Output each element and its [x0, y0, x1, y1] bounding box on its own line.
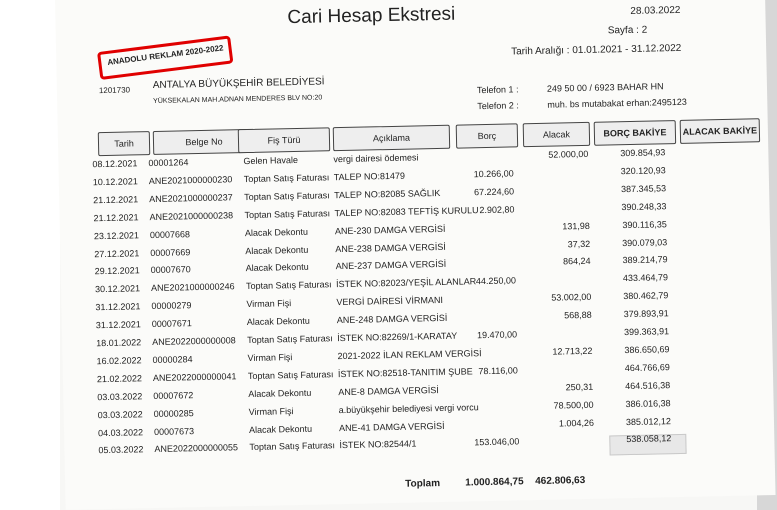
col-header-fis: Fiş Türü [238, 127, 330, 153]
cell-belge: 00007673 [153, 425, 195, 437]
cell-fis: Toptan Satış Faturası [244, 207, 331, 220]
cell-aciklama: TALEP NO:82085 SAĞLIK [334, 187, 441, 200]
cell-tarih: 18.01.2022 [96, 337, 142, 349]
cell-tarih: 10.12.2021 [92, 176, 138, 188]
tel1-value: 249 50 00 / 6923 BAHAR HN [546, 81, 664, 94]
cell-aciklama: ANE-238 DAMGA VERGİSİ [335, 241, 446, 254]
cell-aciklama: ANE-248 DAMGA VERGİSİ [336, 312, 448, 326]
cell-aciklama: ANE-230 DAMGA VERGİSİ [334, 223, 446, 236]
cell-bakiye: 390.248,33 [621, 200, 667, 212]
cell-aciklama: ANE-41 DAMGA VERGİSİ [338, 420, 445, 433]
cell-aciklama: 2021-2022 İLAN REKLAM VERGİSİ [337, 348, 482, 362]
cell-fis: Toptan Satış Faturası [245, 279, 332, 292]
cell-fis: Virman Fişi [246, 298, 292, 310]
cell-aciklama: İSTEK NO:82518-TANITIM ŞUBE [337, 366, 473, 379]
tel1-label: Telefon 1 : [476, 84, 519, 96]
cell-alacak: 12.713,22 [552, 345, 593, 357]
cell-bakiye: 464.516,38 [625, 379, 671, 391]
page-title: Cari Hesap Ekstresi [287, 3, 456, 29]
cell-tarih: 21.12.2021 [93, 211, 139, 223]
cell-borc: 10.266,00 [473, 168, 514, 180]
statement-date: 28.03.2022 [630, 4, 681, 17]
cell-tarih: 05.03.2022 [98, 444, 144, 456]
cell-bakiye: 309.854,93 [620, 147, 666, 159]
left-margin [0, 0, 60, 510]
cell-alacak: 864,24 [562, 256, 591, 267]
total-label: Toplam [405, 478, 441, 490]
cell-tarih: 31.12.2021 [95, 301, 141, 313]
col-header-borc: Borç [456, 123, 518, 148]
cell-aciklama: a.büyükşehir belediyesi vergi vorcu [338, 401, 479, 415]
cell-tarih: 27.12.2021 [94, 247, 140, 259]
cell-belge: 00007670 [150, 264, 191, 276]
cell-belge: 00000279 [151, 300, 192, 312]
cell-borc: 67.224,60 [473, 186, 515, 198]
cell-alacak: 78.500,00 [553, 399, 594, 411]
cell-fis: Toptan Satış Faturası [243, 172, 330, 184]
cell-tarih: 03.03.2022 [97, 408, 143, 420]
customer-address: YÜKSEKALAN MAH.ADNAN MENDERES BLV NO:20 [153, 94, 323, 105]
cell-borc: 2.902,80 [479, 204, 515, 215]
page-number: Sayfa : 2 [607, 24, 648, 37]
cell-fis: Alacak Dekontu [246, 315, 310, 328]
cell-borc: 78.116,00 [478, 365, 518, 377]
cell-belge: 00007672 [153, 389, 194, 401]
cell-aciklama: İSTEK NO:82544/1 [339, 438, 417, 451]
total-borc: 1.000.864,75 [465, 476, 524, 489]
cell-fis: Virman Fişi [247, 351, 293, 363]
cell-fis: Toptan Satış Faturası [247, 369, 334, 381]
cell-fis: Alacak Dekontu [248, 423, 313, 435]
cell-bakiye: 433.464,79 [622, 272, 669, 284]
cell-belge: 00000284 [152, 354, 193, 365]
cell-belge: ANE2021000000237 [149, 192, 233, 204]
red-stamp-box [97, 35, 233, 80]
customer-code: 1201730 [98, 85, 131, 96]
cell-fis: Alacak Dekontu [245, 244, 309, 256]
cell-bakiye: 390.116,35 [622, 218, 667, 230]
cell-aciklama: İSTEK NO:82023/YEŞİL ALANLAR [335, 276, 477, 290]
cell-tarih: 16.02.2022 [96, 355, 142, 367]
cell-tarih: 08.12.2021 [92, 158, 138, 170]
cell-bakiye: 385.012,12 [625, 415, 672, 427]
cell-bakiye: 386.016,38 [625, 397, 671, 409]
cell-bakiye: 379.893,91 [623, 308, 669, 320]
cell-fis: Toptan Satış Faturası [247, 333, 333, 346]
cell-bakiye: 387.345,53 [620, 183, 667, 194]
cell-belge: ANE2021000000238 [149, 210, 234, 222]
cell-fis: Alacak Dekontu [248, 387, 312, 399]
cell-belge: ANE2022000000008 [152, 335, 236, 348]
col-header-tarih: Tarih [98, 131, 150, 156]
cell-bakiye: 464.766,69 [624, 362, 670, 373]
cell-belge: 00007671 [151, 318, 192, 330]
cell-bakiye: 380.462,79 [623, 290, 669, 302]
cell-bakiye: 538.058,12 [626, 433, 672, 445]
cell-borc: 19.470,00 [476, 329, 518, 341]
cell-fis: Gelen Havale [243, 154, 299, 167]
cell-aciklama: TALEP NO:81479 [333, 170, 406, 183]
cell-fis: Virman Fişi [248, 405, 294, 417]
col-header-aciklama: Açıklama [333, 125, 450, 151]
customer-name: ANTALYA BÜYÜKŞEHİR BELEDİYESİ [152, 76, 325, 91]
cell-tarih: 23.12.2021 [93, 229, 140, 241]
cell-fis: Toptan Satış Faturası [244, 190, 330, 202]
cell-borc: 44.250,00 [475, 275, 517, 287]
cell-aciklama: ANE-8 DAMGA VERGİSİ [338, 384, 439, 397]
cell-aciklama: ANE-237 DAMGA VERGİSİ [335, 259, 447, 272]
cell-borc: 153.046,00 [474, 436, 520, 448]
col-header-alacak-bakiye: ALACAK BAKİYE [680, 118, 760, 144]
cell-tarih: 03.03.2022 [97, 390, 143, 402]
cell-belge: 00007668 [149, 228, 191, 240]
cell-aciklama: vergi dairesi ödemesi [333, 152, 419, 165]
cell-tarih: 04.03.2022 [97, 426, 144, 438]
cell-alacak: 250,31 [565, 381, 594, 393]
cell-bakiye: 389.214,79 [622, 254, 668, 266]
cell-alacak: 131,98 [562, 220, 590, 232]
cell-alacak: 52.000,00 [548, 148, 589, 160]
cell-tarih: 21.12.2021 [93, 194, 139, 206]
cell-fis: Toptan Satış Faturası [249, 440, 336, 453]
cell-belge: ANE2021000000246 [150, 281, 235, 294]
cell-tarih: 30.12.2021 [94, 283, 141, 295]
total-alacak: 462.806,63 [535, 475, 586, 488]
cell-tarih: 31.12.2021 [95, 319, 141, 331]
stamp-text: ANADOLU REKLAM 2020-2022 [106, 43, 224, 67]
col-header-borc-bakiye: BORÇ BAKİYE [594, 120, 676, 146]
date-range: Tarih Aralığı : 01.01.2021 - 31.12.2022 [511, 42, 682, 58]
cell-alacak: 568,88 [564, 309, 592, 321]
cell-fis: Alacak Dekontu [245, 262, 309, 274]
cell-alacak: 53.002,00 [551, 292, 592, 303]
cell-belge: 00007669 [150, 246, 191, 258]
cell-aciklama: TALEP NO:82083 TEFTİŞ KURULU [334, 204, 479, 218]
cell-belge: ANE2022000000041 [152, 371, 237, 383]
cell-belge: ANE2021000000230 [148, 174, 233, 186]
cell-belge: ANE2022000000055 [154, 442, 239, 455]
col-header-alacak: Alacak [523, 122, 590, 147]
cell-bakiye: 320.120,93 [620, 165, 666, 177]
cell-belge: 00001264 [148, 157, 189, 169]
col-header-belge: Belge No [153, 129, 255, 155]
tel2-value: muh. bs mutabakat erhan:2495123 [547, 96, 687, 110]
cell-fis: Alacak Dekontu [244, 226, 309, 238]
cell-bakiye: 390.079,03 [622, 236, 668, 248]
cell-alacak: 37,32 [567, 238, 591, 249]
cell-alacak: 1.004,26 [558, 417, 595, 429]
cell-bakiye: 399.363,91 [623, 326, 670, 338]
cell-bakiye: 386.650,69 [624, 344, 670, 356]
cell-belge: 00000285 [153, 407, 194, 419]
cell-aciklama: İSTEK NO:82269/1-KARATAY [337, 330, 458, 344]
cell-aciklama: VERGİ DAİRESİ VİRMANI [336, 295, 444, 308]
statement-paper [55, 0, 776, 510]
tel2-label: Telefon 2 : [477, 100, 519, 112]
cell-tarih: 29.12.2021 [94, 265, 140, 277]
cell-tarih: 21.02.2022 [96, 373, 143, 385]
